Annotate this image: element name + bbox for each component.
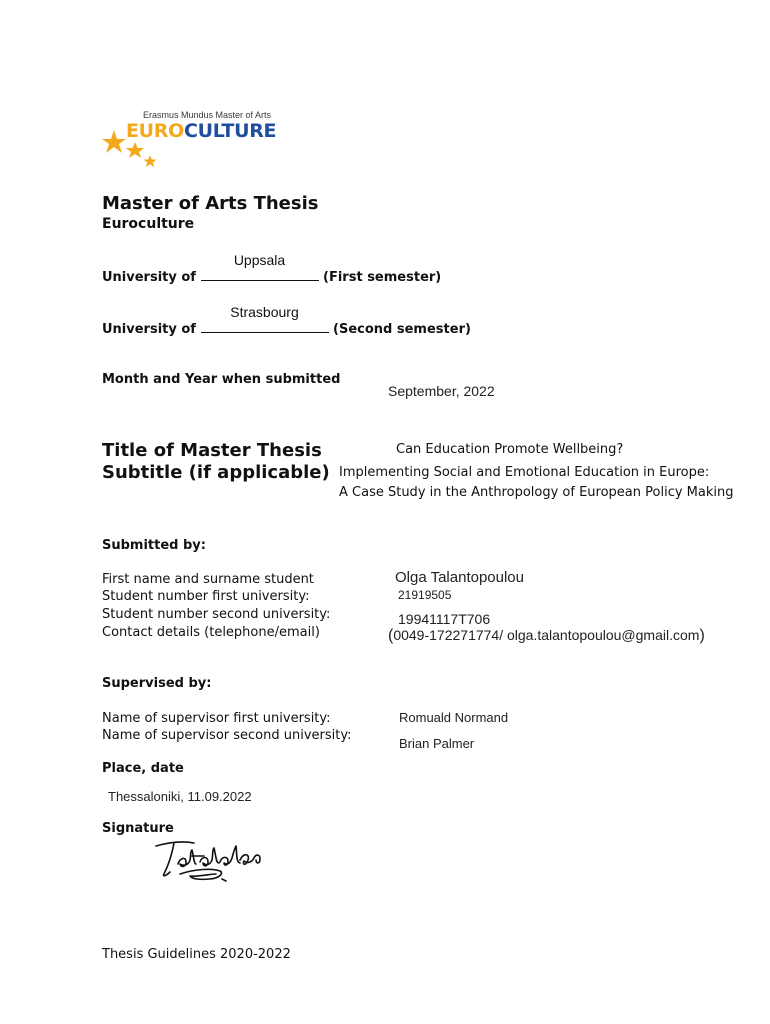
student-name-value: Olga Talantopoulou xyxy=(395,569,524,586)
student-number-first-value: 21919505 xyxy=(398,588,452,602)
logo-wordmark xyxy=(126,120,276,142)
supervisor-first-label: Name of supervisor first university: xyxy=(102,711,331,726)
thesis-subtitle-label: Subtitle (if applicable) xyxy=(102,462,330,483)
contact-phone: 0049-172271774 xyxy=(393,627,500,643)
logo-tagline: Erasmus Mundus Master of Arts xyxy=(143,110,272,120)
supervisor-first-value: Romuald Normand xyxy=(399,710,509,725)
contact-details-value xyxy=(388,627,705,645)
thesis-subtitle-line2: A Case Study in the Anthropology of European Policy Making xyxy=(339,485,734,500)
contact-open-paren: ( xyxy=(388,627,394,644)
signature-heading: Signature xyxy=(102,821,174,836)
second-university-row xyxy=(102,304,471,337)
contact-email: olga.talantopoulou@gmail.com xyxy=(507,627,700,643)
thesis-title-label: Title of Master Thesis xyxy=(102,440,322,461)
place-date-heading: Place, date xyxy=(102,761,184,776)
supervisor-second-label: Name of supervisor second university: xyxy=(102,728,352,743)
submitted-by-heading: Submitted by: xyxy=(102,538,206,553)
student-number-first-label: Student number first university: xyxy=(102,589,310,604)
page-title: Master of Arts Thesis xyxy=(102,193,319,214)
student-number-second-value: 19941117T706 xyxy=(398,611,491,627)
program-name: Euroculture xyxy=(102,216,195,232)
contact-separator: / xyxy=(499,627,504,643)
submission-value: September, 2022 xyxy=(388,383,495,399)
footer-text: Thesis Guidelines 2020-2022 xyxy=(102,947,291,962)
student-number-second-label: Student number second university: xyxy=(102,607,331,622)
first-university-row xyxy=(102,252,442,285)
second-university-suffix: (Second semester) xyxy=(333,322,471,337)
contact-details-label: Contact details (telephone/email) xyxy=(102,625,320,640)
first-university-field[interactable] xyxy=(201,252,319,281)
submission-label: Month and Year when submitted xyxy=(102,372,341,387)
thesis-subtitle-line1: Implementing Social and Emotional Education in Europe: xyxy=(339,465,710,480)
student-name-label: First name and surname student xyxy=(102,572,314,587)
supervisor-second-value: Brian Palmer xyxy=(399,736,475,751)
logo-euro: EURO xyxy=(126,120,184,142)
thesis-title-value: Can Education Promote Wellbeing? xyxy=(396,442,624,457)
contact-close-paren: ) xyxy=(699,627,705,644)
second-university-value: Strasbourg xyxy=(230,304,299,320)
second-university-field[interactable] xyxy=(201,304,329,333)
second-university-prefix: University of xyxy=(102,322,196,337)
place-date-value: Thessaloniki, 11.09.2022 xyxy=(108,789,252,804)
logo-culture: CULTURE xyxy=(184,120,277,142)
supervised-by-heading: Supervised by: xyxy=(102,676,212,691)
first-university-prefix: University of xyxy=(102,270,196,285)
first-university-value: Uppsala xyxy=(233,252,286,268)
handwritten-signature xyxy=(150,836,280,888)
first-university-suffix: (First semester) xyxy=(323,270,442,285)
euroculture-logo xyxy=(100,108,280,170)
